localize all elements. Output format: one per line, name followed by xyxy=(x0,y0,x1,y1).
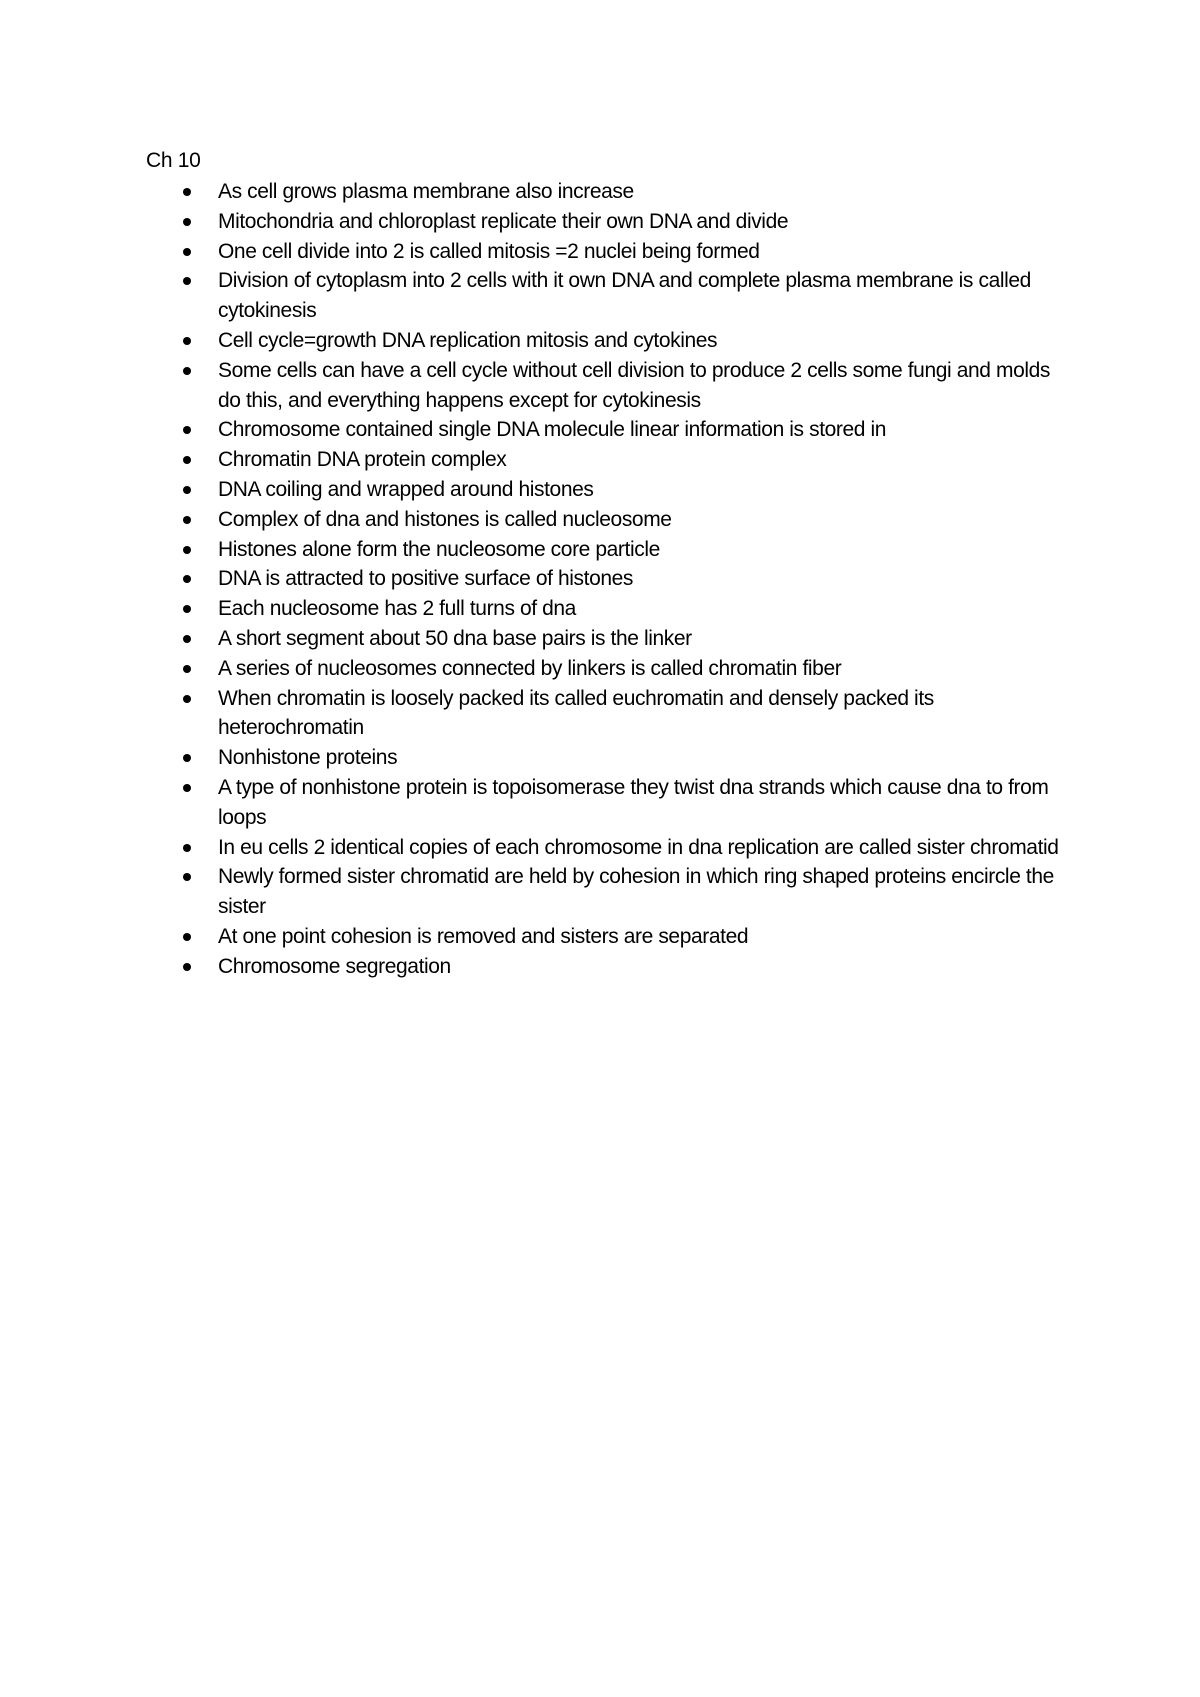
list-item-text: Chromosome segregation xyxy=(218,954,451,978)
bullet-icon xyxy=(183,248,191,256)
bullet-icon xyxy=(183,486,191,494)
list-item-text: Nonhistone proteins xyxy=(218,746,398,770)
list-item-text: Newly formed sister chromatid are held by cohesion in which ring shaped proteins encircle the sister xyxy=(218,865,1054,919)
list-item-text: Complex of dna and histones is called nucleosome xyxy=(218,507,672,531)
bullet-icon xyxy=(183,933,191,941)
page-title: Ch 10 xyxy=(146,149,201,172)
list-item xyxy=(146,862,1076,922)
list-item xyxy=(146,624,1076,654)
list-item xyxy=(146,415,1076,445)
list-item xyxy=(146,743,1076,773)
list-item xyxy=(146,654,1076,684)
list-item-text: At one point cohesion is removed and sisters are separated xyxy=(218,924,749,948)
list-item-text: Chromatin DNA protein complex xyxy=(218,448,507,472)
list-item xyxy=(146,922,1076,952)
bullet-icon xyxy=(183,844,191,852)
bullet-icon xyxy=(183,575,191,583)
list-item-text: DNA is attracted to positive surface of histones xyxy=(218,567,634,591)
list-item xyxy=(146,237,1076,267)
list-item-text: When chromatin is loosely packed its called euchromatin and densely packed its heterochromatin xyxy=(218,686,934,740)
list-item-text: In eu cells 2 identical copies of each chromosome in dna replication are called sister chromatid xyxy=(218,835,1059,859)
list-item-text: A series of nucleosomes connected by linkers is called chromatin fiber xyxy=(218,656,842,680)
bullet-icon xyxy=(183,456,191,464)
list-item xyxy=(146,833,1076,863)
bullet-icon xyxy=(183,426,191,434)
list-item xyxy=(146,505,1076,535)
bullet-icon xyxy=(183,546,191,554)
list-item xyxy=(146,594,1076,624)
list-item-text: Mitochondria and chloroplast replicate their own DNA and divide xyxy=(218,209,789,233)
bullet-icon xyxy=(183,367,191,375)
list-item xyxy=(146,684,1076,744)
list-item xyxy=(146,564,1076,594)
bullet-icon xyxy=(183,665,191,673)
bullet-icon xyxy=(183,516,191,524)
bullet-icon xyxy=(183,337,191,345)
bullet-icon xyxy=(183,873,191,881)
list-item xyxy=(146,356,1076,416)
list-item-text: Some cells can have a cell cycle without cell division to produce 2 cells some fungi and molds do this, and everything happens except for cytokinesis xyxy=(218,358,1051,412)
list-item xyxy=(146,535,1076,565)
notes-list xyxy=(146,177,1076,982)
list-item-text: Histones alone form the nucleosome core particle xyxy=(218,537,660,561)
list-item-text: A type of nonhistone protein is topoisomerase they twist dna strands which cause dna to from loops xyxy=(218,775,1049,829)
list-item-text: As cell grows plasma membrane also increase xyxy=(218,180,634,203)
bullet-icon xyxy=(183,754,191,762)
bullet-icon xyxy=(183,635,191,643)
list-item xyxy=(146,207,1076,237)
list-item xyxy=(146,952,1076,982)
list-item-text: Chromosome contained single DNA molecule linear information is stored in xyxy=(218,418,887,442)
list-item-text: Each nucleosome has 2 full turns of dna xyxy=(218,597,576,621)
list-item xyxy=(146,326,1076,356)
list-item-text: A short segment about 50 dna base pairs is the linker xyxy=(218,626,692,650)
list-item xyxy=(146,445,1076,475)
bullet-icon xyxy=(183,188,191,196)
bullet-icon xyxy=(183,277,191,285)
list-item-text: DNA coiling and wrapped around histones xyxy=(218,477,594,501)
list-item-text: Cell cycle=growth DNA replication mitosis and cytokines xyxy=(218,328,718,352)
list-item-text: One cell divide into 2 is called mitosis =2 nuclei being formed xyxy=(218,239,760,263)
list-item xyxy=(146,475,1076,505)
list-item-text: Division of cytoplasm into 2 cells with it own DNA and complete plasma membrane is called cytokinesis xyxy=(218,269,1031,323)
bullet-icon xyxy=(183,695,191,703)
bullet-icon xyxy=(183,605,191,613)
bullet-icon xyxy=(183,218,191,226)
bullet-icon xyxy=(183,963,191,971)
list-item xyxy=(146,773,1076,833)
list-item xyxy=(146,177,1076,207)
bullet-icon xyxy=(183,784,191,792)
list-item xyxy=(146,266,1076,326)
